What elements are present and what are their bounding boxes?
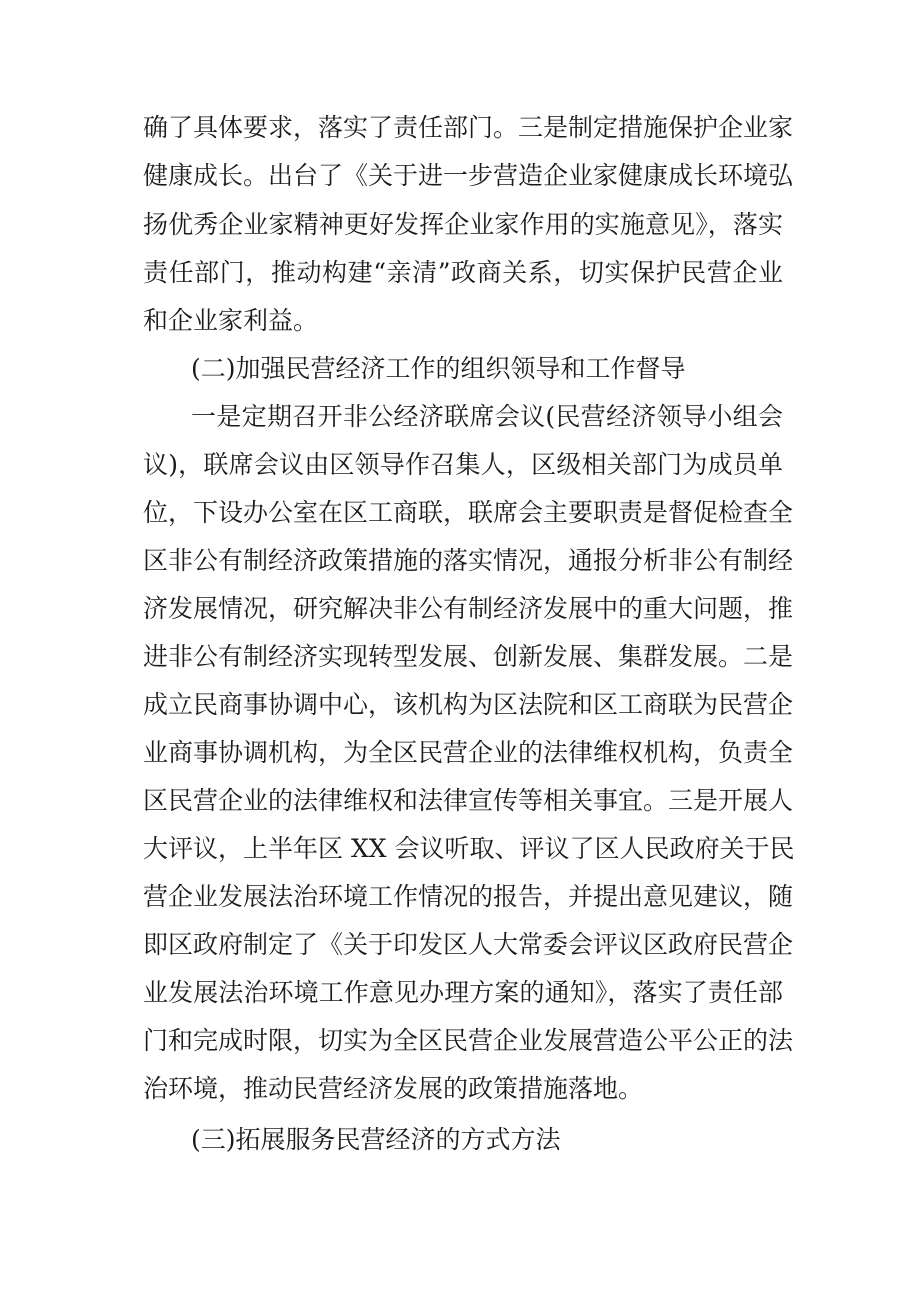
text-line: 济发展情况，研究解决非公有制经济发展中的重大问题，推 — [143, 594, 794, 623]
text-line: 业发展法治环境工作意见办理方案的通知》，落实了责任部 — [143, 978, 783, 1007]
text-line: 门和完成时限，切实为全区民营企业发展营造公平公正的法 — [143, 1026, 794, 1055]
text-line: 成立民商事协调中心，该机构为区法院和区工商联为民营企 — [143, 690, 794, 719]
text-line: 确了具体要求，落实了责任部门。三是制定措施保护企业家 — [143, 113, 794, 142]
text-line: 治环境，推动民营经济发展的政策措施落地。 — [143, 1074, 644, 1103]
text-line: 区非公有制经济政策措施的落实情况，通报分析非公有制经 — [143, 546, 794, 575]
text-line: 扬优秀企业家精神更好发挥企业家作用的实施意见》，落实 — [143, 210, 783, 239]
text-line: 营企业发展法治环境工作情况的报告，并提出意见建议，随 — [143, 882, 794, 911]
text-line: 大评议，上半年区 XX 会议听取、评议了区人民政府关于民 — [143, 834, 795, 863]
text-line: 议)，联席会议由区领导作召集人，区级相关部门为成员单 — [143, 450, 783, 479]
text-line: 进非公有制经济实现转型发展、创新发展、集群发展。二是 — [143, 642, 794, 671]
text-line: 业商事协调机构，为全区民营企业的法律维权机构，负责全 — [143, 738, 794, 767]
text-line: 一是定期召开非公经济联席会议(民营经济领导小组会 — [191, 402, 783, 431]
section-heading: (三)拓展服务民营经济的方式方法 — [191, 1125, 561, 1154]
text-line: 即区政府制定了《关于印发区人大常委会评议区政府民营企 — [143, 930, 794, 959]
section-heading: (二)加强民营经济工作的组织领导和工作督导 — [191, 354, 686, 383]
text-line: 健康成长。出台了《关于进一步营造企业家健康成长环境弘 — [143, 161, 794, 190]
text-line: 位，下设办公室在区工商联，联席会主要职责是督促检查全 — [143, 498, 794, 527]
text-line: 责任部门，推动构建“亲清”政商关系，切实保护民营企业 — [143, 258, 783, 287]
text-line: 和企业家利益。 — [143, 306, 319, 335]
text-line: 区民营企业的法律维权和法律宣传等相关事宜。三是开展人 — [143, 786, 794, 815]
